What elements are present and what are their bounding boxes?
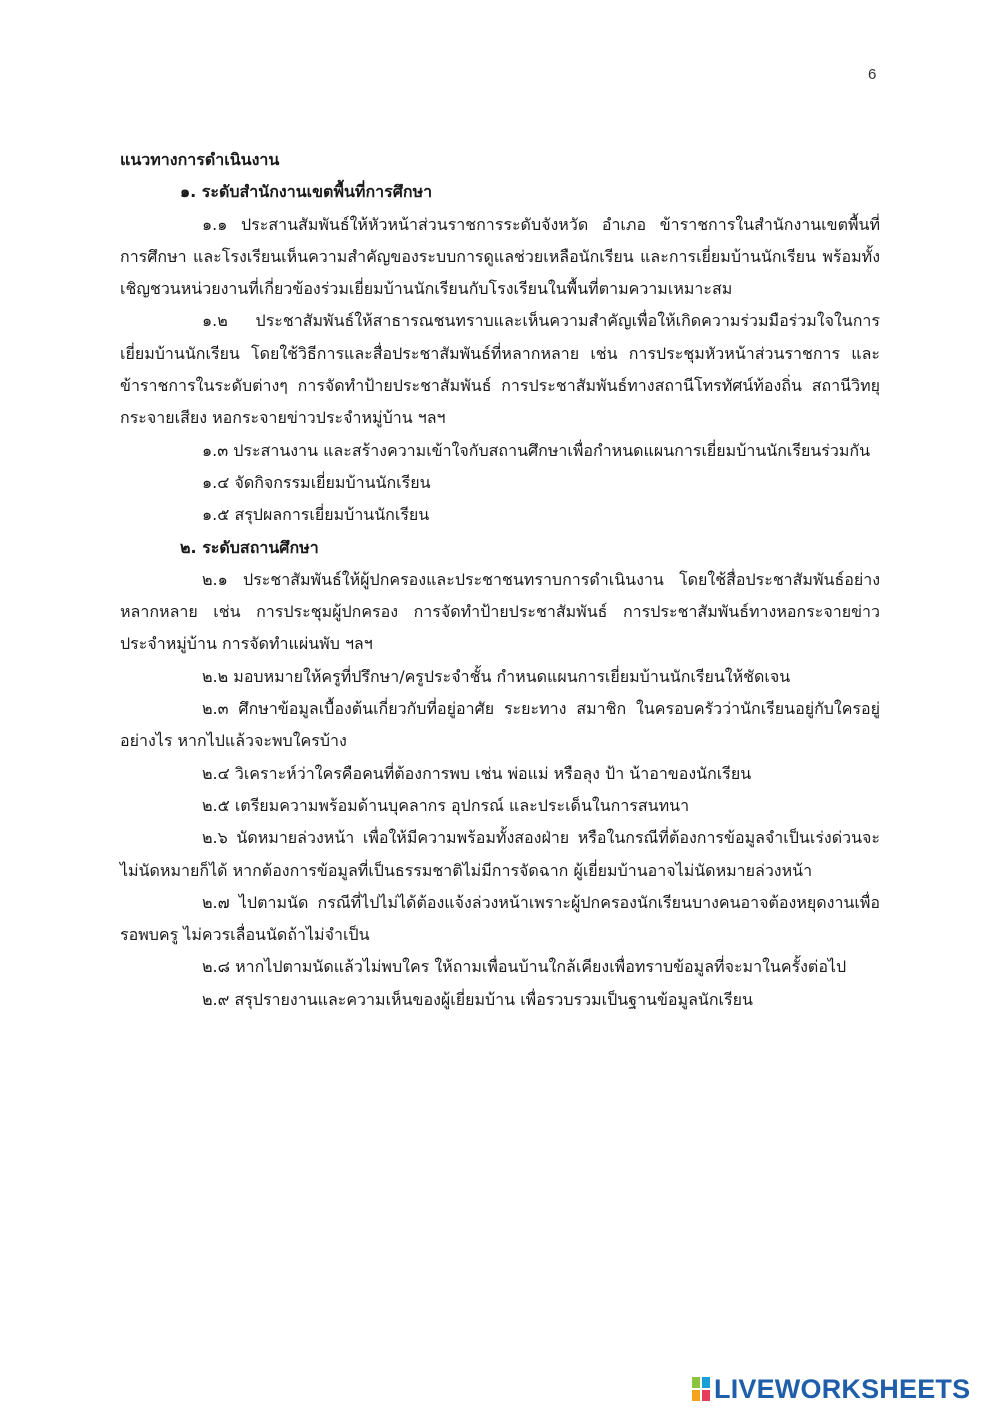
section-2-item-5: ๒.๕ เตรียมความพร้อมด้านบุคลากร อุปกรณ์ และประเด็นในการสนทนา (202, 795, 690, 815)
liveworksheets-logo-text: LIVEWORKSHEETS (714, 1373, 971, 1404)
section-1-item-4: ๑.๔ จัดกิจกรรมเยี่ยมบ้านนักเรียน (202, 472, 431, 492)
section-1-item-2: ๑.๒ ประชาสัมพันธ์ให้สาธารณชนทราบและเห็นความสำคัญเพื่อให้เกิดความร่วมมือร่วมใจในการเยี่ยมบ้านนักเรียน โดยใช้วิธีการและสื่อประชาสัมพันธ์ที่หลากหลาย เช่น การประชุมหัวหน้าส่วนราชการ และข้าราชการในระดับต่างๆ การจัดทำป้ายประชาสัมพันธ์ การประชาสัมพันธ์ทางสถานีโทรทัศน์ท้องถิ่น สถานีวิทยุกระจายเสียง หอกระจายข่าวประจำหมู่บ้าน ฯลฯ (120, 311, 880, 428)
section-2-item-9: ๒.๙ สรุปรายงานและความเห็นของผู้เยี่ยมบ้าน เพื่อรวบรวมเป็นฐานข้อมูลนักเรียน (202, 989, 753, 1009)
section-2-item-7: ๒.๗ ไปตามนัด กรณีที่ไปไม่ได้ต้องแจ้งล่วงหน้าเพราะผู้ปกครองนักเรียนบางคนอาจต้องหยุดงานเพื่อรอพบครู ไม่ควรเลื่อนนัดถ้าไม่จำเป็น (120, 892, 880, 945)
section-1-title: ๑. ระดับสำนักงานเขตพื้นที่การศึกษา (180, 182, 433, 202)
liveworksheets-logo-icon (692, 1377, 710, 1401)
page-number: 6 (868, 66, 877, 83)
section-2-item-1: ๒.๑ ประชาสัมพันธ์ให้ผู้ปกครองและประชาชนทราบการดำเนินงาน โดยใช้สื่อประชาสัมพันธ์อย่างหลากหลาย เช่น การประชุมผู้ปกครอง การจัดทำป้ายประชาสัมพันธ์ การประชาสัมพันธ์ทางหอกระจายข่าวประจำหมู่บ้าน การจัดทำแผ่นพับ ฯลฯ (120, 569, 880, 654)
section-2-item-8: ๒.๘ หากไปตามนัดแล้วไม่พบใคร ให้ถามเพื่อนบ้านใกล้เคียงเพื่อทราบข้อมูลที่จะมาในครั้งต่อไป (202, 957, 847, 977)
section-1-item-1: ๑.๑ ประสานสัมพันธ์ให้หัวหน้าส่วนราชการระดับจังหวัด อำเภอ ข้าราชการในสำนักงานเขตพื้นที่การศึกษา และโรงเรียนเห็นความสำคัญของระบบการดูแลช่วยเหลือนักเรียน และการเยี่ยมบ้านนักเรียน พร้อมทั้งเชิญชวนหน่วยงานที่เกี่ยวข้องร่วมเยี่ยมบ้านนักเรียนกับโรงเรียนในพื้นที่ตามความเหมาะสม (120, 214, 880, 299)
section-2-item-2: ๒.๒ มอบหมายให้ครูที่ปรึกษา/ครูประจำชั้น กำหนดแผนการเยี่ยมบ้านนักเรียนให้ชัดเจน (202, 666, 791, 686)
document-body (120, 144, 880, 1016)
section-2-title: ๒. ระดับสถานศึกษา (180, 537, 319, 557)
section-heading: แนวทางการดำเนินงาน (120, 150, 280, 169)
section-2-item-6: ๒.๖ นัดหมายล่วงหน้า เพื่อให้มีความพร้อมทั้งสองฝ่าย หรือในกรณีที่ต้องการข้อมูลจำเป็นเร่งด่วนจะไม่นัดหมายก็ได้ หากต้องการข้อมูลที่เป็นธรรมชาติไม่มีการจัดฉาก ผู้เยี่ยมบ้านอาจไม่นัดหมายล่วงหน้า (120, 828, 880, 880)
liveworksheets-logo (692, 1374, 970, 1404)
section-2-item-3: ๒.๓ ศึกษาข้อมูลเบื้องต้นเกี่ยวกับที่อยู่อาศัย ระยะทาง สมาชิก ในครอบครัวว่านักเรียนอยู่กับใครอยู่อย่างไร หากไปแล้วจะพบใครบ้าง (120, 699, 880, 751)
section-1-item-3: ๑.๓ ประสานงาน และสร้างความเข้าใจกับสถานศึกษาเพื่อกำหนดแผนการเยี่ยมบ้านนักเรียนร่วมกัน (202, 440, 871, 460)
section-1-item-5: ๑.๕ สรุปผลการเยี่ยมบ้านนักเรียน (202, 505, 430, 525)
section-2-item-4: ๒.๔ วิเคราะห์ว่าใครคือคนที่ต้องการพบ เช่น พ่อแม่ หรือลุง ป้า น้าอาของนักเรียน (202, 763, 752, 783)
